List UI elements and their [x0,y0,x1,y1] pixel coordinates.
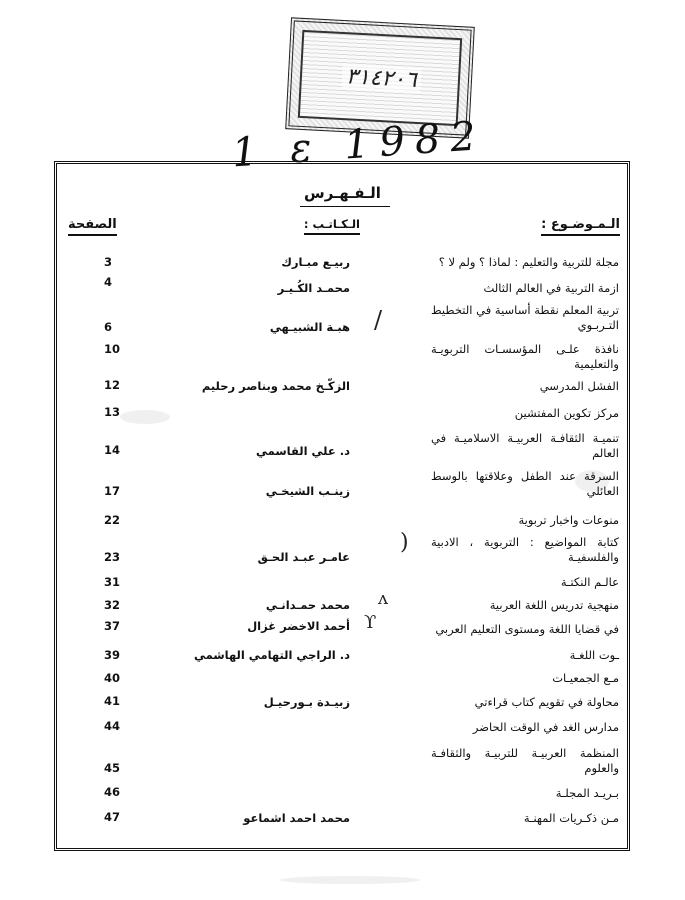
entry-page: 31 [104,575,121,589]
entry-page: 37 [104,619,121,633]
scan-smudge [120,410,170,424]
entry-author: هبـة الشبيـهي [269,320,350,334]
entry-topic: منوعات واخبار تربوية [518,513,619,527]
entry-topic: مـع الجمعيـات [552,671,619,685]
margin-pencil-mark: ϒ [364,612,377,633]
entry-topic: عالـم النكتـة [560,575,619,589]
scan-smudge [280,876,420,884]
entry-topic: المنظمة العربيـة للتربيـة والثقافـة والعلوم [431,746,619,775]
entry-page: 45 [104,761,121,775]
entry-topic: ـوت اللغـة [569,648,619,662]
entry-author: زبيـدة بـورحيـل [263,695,350,709]
entry-page: 6 [104,320,113,334]
entry-topic: مجلة للتربية والتعليم : لماذا ؟ ولم لا ؟ [438,255,619,269]
stamp-number: ٣١٤٢٠٦ [341,64,421,93]
entry-author: أحمد الاخضر غزال [247,619,350,633]
entry-author: ربيـع مبـارك [281,255,350,269]
entry-page: 13 [104,405,121,419]
entry-topic: الفشل المدرسي [539,379,619,393]
entry-topic: مركز تكوين المفتشين [514,406,619,420]
entry-page: 47 [104,810,121,824]
entry-author: زينـب الشيخـي [265,484,350,498]
entry-page: 39 [104,648,121,662]
entry-page: 41 [104,694,121,708]
header-subject: الـمـوضـوع : [541,217,620,236]
entry-page: 14 [104,443,121,457]
entry-topic: كتابة المواضيع : التربوية ، الادبية والفلسفيـة [431,535,619,564]
entry-author: محمد حمـدانـي [265,598,350,612]
entry-topic: مـن ذكـريات المهنـة [523,811,619,825]
entry-topic: نافذة علـى المؤسسـات التربويـة والتعليمية [431,342,619,371]
margin-pencil-mark: ) [400,530,409,555]
entry-page: 22 [104,513,121,527]
entry-page: 46 [104,785,121,799]
entry-page: 44 [104,719,121,733]
entry-author: عامـر عبـد الحـق [257,550,350,564]
entry-topic: محاولة في تقويم كتاب قراءتي [474,695,619,709]
title-underline [300,206,390,207]
margin-pencil-mark: ʌ [378,588,389,609]
entry-topic: السرقة عند الطفل وعلاقتها بالوسط العائلي [431,469,619,498]
entry-page: 12 [104,378,121,392]
entry-page: 40 [104,671,121,685]
entry-author: محمـد الكُـيـر [277,281,350,295]
scan-smudge [575,470,609,492]
entry-page: 23 [104,550,121,564]
entry-page: 4 [104,275,113,289]
entry-topic: بـريـد المجلـة [555,786,619,800]
entry-page: 3 [104,255,113,269]
entry-author: د. علي القاسمي [256,444,350,458]
entry-page: 32 [104,598,121,612]
entry-author: الزكّـخ محمد وبناصر رحليم [201,379,350,393]
entry-topic: ازمة التربية في العالم الثالث [483,281,619,295]
entry-topic: منهجية تدريس اللغة العربية [489,598,619,612]
entry-author: محمد احمد اشماعو [243,811,350,825]
library-stamp-inner [298,30,462,126]
toc-title: الـفـهـرس [304,184,381,202]
entry-topic: تنميـة الثقافـة العربيـة الاسلاميـة في العالم [431,431,619,460]
entry-page: 10 [104,342,121,356]
entry-page: 17 [104,484,121,498]
entry-author: د. الراجي التهامي الهاشمي [193,648,350,662]
entry-topic: تربية المعلم نقطة أساسية في التخطيط التـربـوي [431,303,619,332]
header-author: الـكـاتـب : [304,217,360,235]
handwritten-note: 1 ε 1982 [230,112,488,177]
entry-topic: في قضايا اللغة ومستوى التعليم العربي [435,622,619,636]
entry-topic: مدارس الغد في الوقت الحاضر [472,720,619,734]
margin-pencil-mark: / [374,306,383,334]
header-page: الصفحة [68,217,117,236]
